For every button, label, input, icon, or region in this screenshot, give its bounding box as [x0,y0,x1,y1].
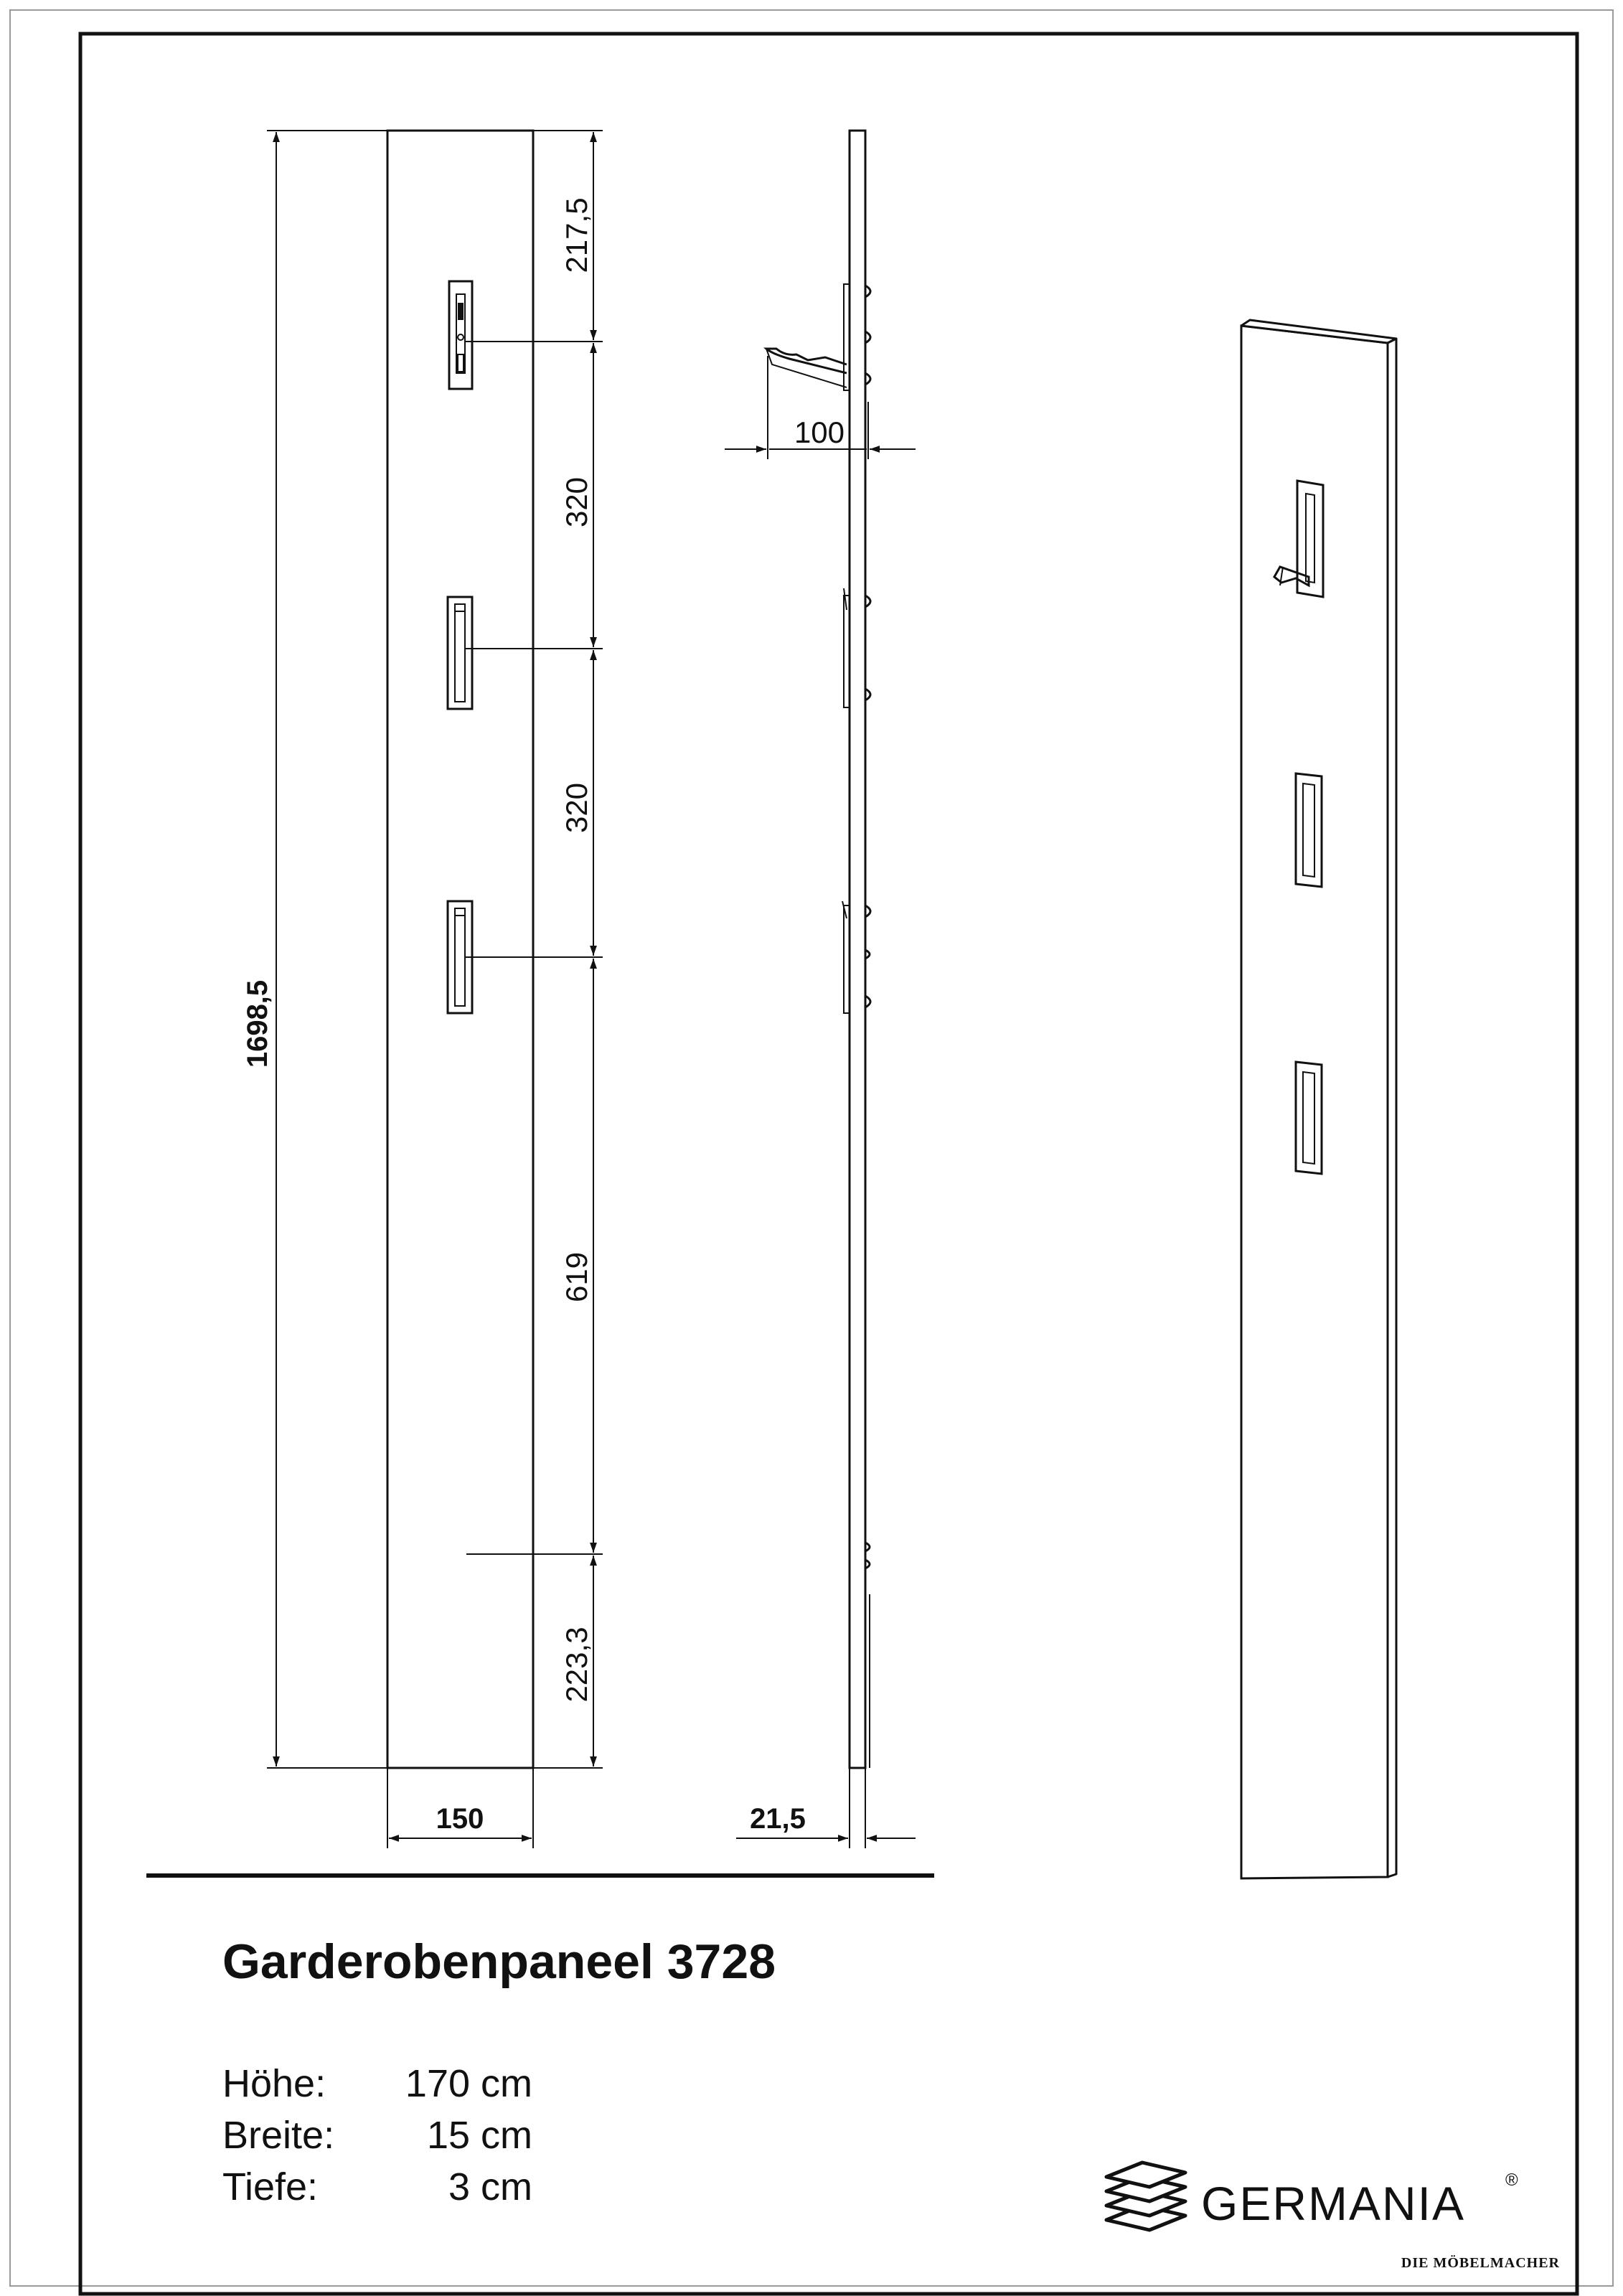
spec-list [222,2062,532,2208]
registered-mark: ® [1505,2170,1518,2190]
side-panel [850,131,865,1768]
brand-tagline: DIE MÖBELMACHER [1401,2255,1560,2271]
perspective-view [1241,320,1396,1878]
bottom-offset-label: 223,3 [560,1627,593,1703]
width-label: 150 [436,1803,484,1835]
front-view [242,131,603,1848]
stacked-layers-icon [1106,2163,1185,2230]
spec-width-label: Breite: [222,2114,335,2157]
hook-projection-label: 100 [794,415,845,449]
spec-depth-label: Tiefe: [222,2165,319,2208]
hook-spacing-1-label: 320 [560,476,593,528]
brand-logo [1106,2163,1560,2271]
product-title: Garderobenpaneel 3728 [222,1934,776,1989]
spec-depth-value: 3 cm [448,2165,532,2208]
depth-label: 21,5 [750,1803,806,1835]
side-view [725,131,916,1848]
brand-name: GERMANIA [1201,2177,1466,2230]
top-offset-label: 217,5 [560,197,593,273]
hook-spacing-2-label: 320 [560,782,593,834]
spec-width-value: 15 cm [426,2114,532,2157]
spec-height-label: Höhe: [222,2062,326,2105]
front-panel [387,131,533,1768]
total-height-label: 1698,5 [242,979,273,1068]
lower-gap-label: 619 [560,1251,593,1303]
spec-height-value: 170 cm [405,2062,532,2105]
